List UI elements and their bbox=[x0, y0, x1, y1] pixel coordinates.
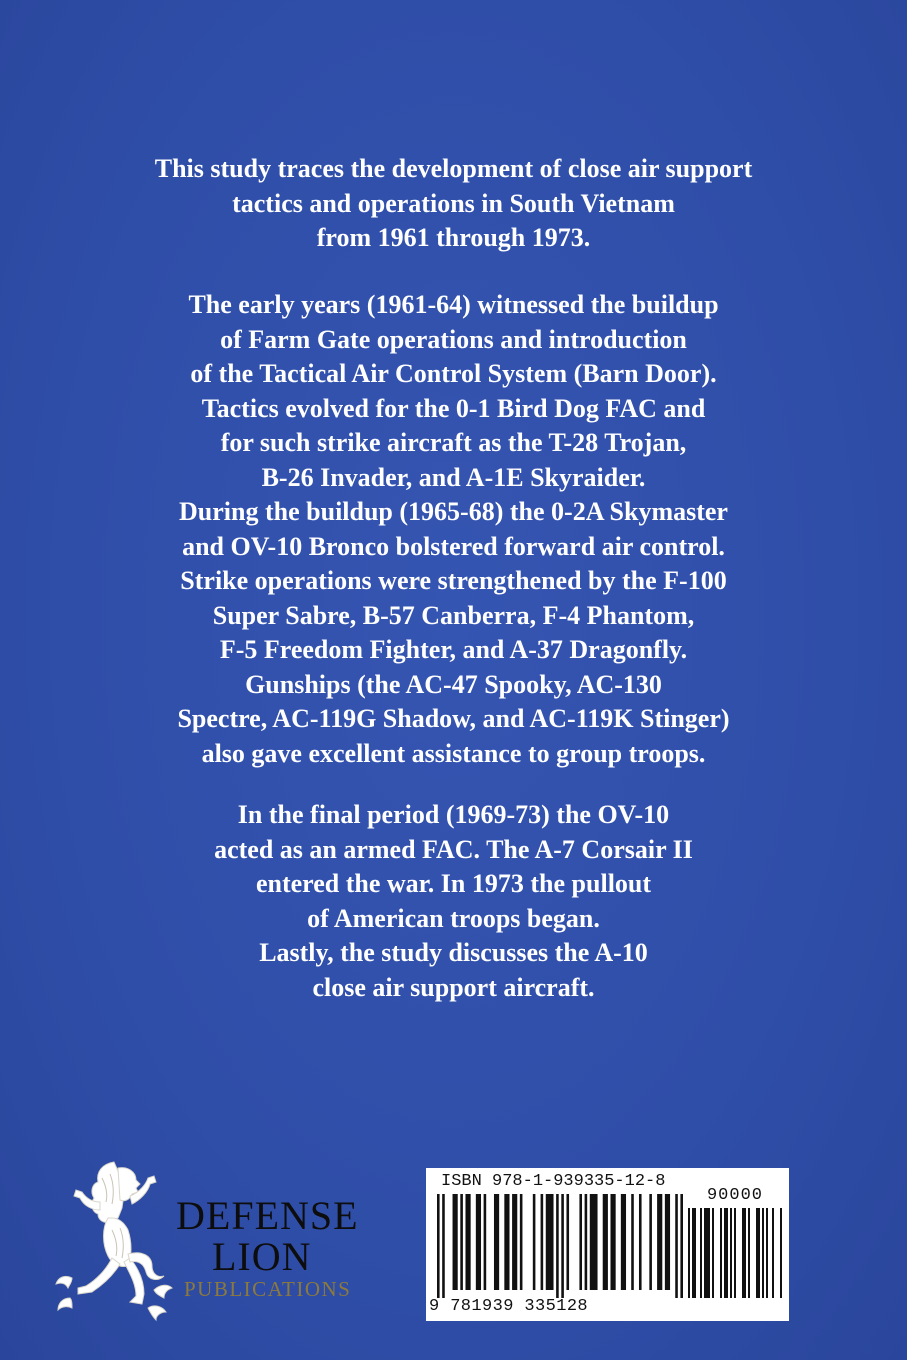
barcode-bar bbox=[442, 1194, 445, 1298]
text-line: close air support aircraft. bbox=[312, 972, 595, 1002]
barcode-bar bbox=[512, 1194, 517, 1290]
publisher-logo bbox=[52, 1158, 392, 1328]
barcode-bar bbox=[520, 1194, 523, 1290]
text-line: Super Sabre, B-57 Canberra, F-4 Phantom, bbox=[212, 600, 695, 630]
publisher-name-line-3: PUBLICATIONS bbox=[184, 1277, 352, 1301]
barcode-bar bbox=[533, 1194, 536, 1290]
barcode-bar bbox=[730, 1208, 732, 1298]
barcode-bar bbox=[566, 1194, 569, 1290]
barcode-bar bbox=[742, 1208, 746, 1298]
rampant-lion-icon bbox=[52, 1158, 182, 1328]
barcode-human-readable: 9 781939 335128 bbox=[429, 1297, 589, 1316]
text-line: Lastly, the study discusses the A-10 bbox=[259, 938, 648, 967]
barcode-bar bbox=[561, 1194, 564, 1298]
barcode-bar bbox=[704, 1208, 710, 1298]
text-line: from 1961 through 1973. bbox=[316, 223, 591, 252]
description-paragraph-2 bbox=[0, 288, 907, 771]
barcode-bar bbox=[546, 1194, 554, 1290]
text-line: Tactics evolved for the 0-1 Bird Dog FAC and bbox=[201, 393, 706, 423]
isbn-barcode bbox=[426, 1168, 789, 1321]
barcode-bar bbox=[484, 1194, 487, 1290]
barcode-bar bbox=[680, 1194, 683, 1298]
text-line: also gave excellent assistance to group troops. bbox=[201, 738, 706, 768]
text-line: Strike operations were strengthened by the F-100 bbox=[180, 566, 727, 595]
text-line: entered the war. In 1973 the pullout bbox=[255, 869, 652, 898]
barcode-bar bbox=[772, 1208, 774, 1298]
addon-barcode-bars bbox=[688, 1208, 782, 1298]
barcode-bar bbox=[675, 1194, 678, 1298]
barcode-bar bbox=[579, 1194, 582, 1290]
barcode-bar bbox=[766, 1208, 768, 1298]
barcode-bar bbox=[631, 1194, 634, 1290]
barcode-bar bbox=[692, 1208, 696, 1298]
text-line: In the final period (1969-73) the OV-10 bbox=[237, 800, 670, 829]
barcode-bar bbox=[688, 1208, 690, 1298]
publisher-name-line-2: LION bbox=[212, 1234, 312, 1279]
barcode-bar bbox=[762, 1208, 764, 1298]
text-line: F-5 Freedom Fighter, and A-37 Dragonfly. bbox=[219, 635, 688, 664]
barcode-bar bbox=[590, 1194, 598, 1290]
barcode-bar bbox=[780, 1208, 782, 1298]
barcode-bar bbox=[603, 1194, 608, 1290]
barcode-bar bbox=[724, 1208, 728, 1298]
text-line: Gunships (the AC-47 Spooky, AC-130 bbox=[245, 669, 662, 699]
barcode-bar bbox=[748, 1208, 750, 1298]
text-line: of American troops began. bbox=[307, 903, 600, 933]
barcode-bar bbox=[494, 1194, 499, 1290]
text-line: of Farm Gate operations and introduction bbox=[220, 324, 687, 354]
barcode-bar bbox=[460, 1194, 463, 1290]
text-line: This study traces the development of close air support bbox=[154, 154, 753, 183]
description-paragraph-3 bbox=[0, 798, 907, 1005]
barcode-bar bbox=[437, 1194, 440, 1298]
text-line: for such strike aircraft as the T-28 Trojan, bbox=[220, 428, 687, 457]
barcode-bar bbox=[541, 1194, 544, 1290]
text-line: acted as an armed FAC. The A-7 Corsair II bbox=[214, 834, 693, 864]
barcode-bar bbox=[610, 1194, 615, 1290]
text-line: of the Tactical Air Control System (Barn Door). bbox=[190, 359, 717, 388]
barcode-bar bbox=[700, 1208, 702, 1298]
barcode-bar bbox=[453, 1194, 458, 1290]
text-line: During the buildup (1965-68) the 0-2A Skymaster bbox=[179, 497, 728, 526]
barcode-bar bbox=[621, 1194, 626, 1290]
barcode-bar bbox=[639, 1194, 642, 1290]
text-line: and OV-10 Bronco bolstered forward air control. bbox=[182, 531, 725, 561]
barcode-bar bbox=[665, 1194, 670, 1290]
text-line: B-26 Invader, and A-1E Skyraider. bbox=[261, 462, 646, 492]
isbn-label: ISBN 978-1-939335-12-8 bbox=[441, 1172, 666, 1191]
barcode-bar bbox=[585, 1194, 588, 1290]
text-line: tactics and operations in South Vietnam bbox=[232, 188, 675, 218]
publisher-name-line-1: DEFENSE bbox=[176, 1193, 359, 1238]
barcode-bar bbox=[712, 1208, 714, 1298]
barcode-bar bbox=[504, 1194, 509, 1290]
barcode-bar bbox=[556, 1194, 559, 1298]
barcode-bar bbox=[756, 1208, 760, 1298]
ean13-barcode-bars bbox=[437, 1194, 683, 1298]
description-paragraph-1 bbox=[0, 152, 907, 256]
text-line: Spectre, AC-119G Shadow, and AC-119K Stinger) bbox=[177, 704, 730, 733]
barcode-bar bbox=[476, 1194, 481, 1290]
barcode-bar bbox=[649, 1194, 652, 1290]
text-line: The early years (1961-64) witnessed the buildup bbox=[188, 290, 719, 319]
barcode-bar bbox=[465, 1194, 470, 1290]
barcode-bar bbox=[720, 1208, 722, 1298]
barcode-bar bbox=[657, 1194, 662, 1290]
barcode-bar bbox=[734, 1208, 736, 1298]
barcode-addon-digits: 90000 bbox=[706, 1186, 763, 1205]
